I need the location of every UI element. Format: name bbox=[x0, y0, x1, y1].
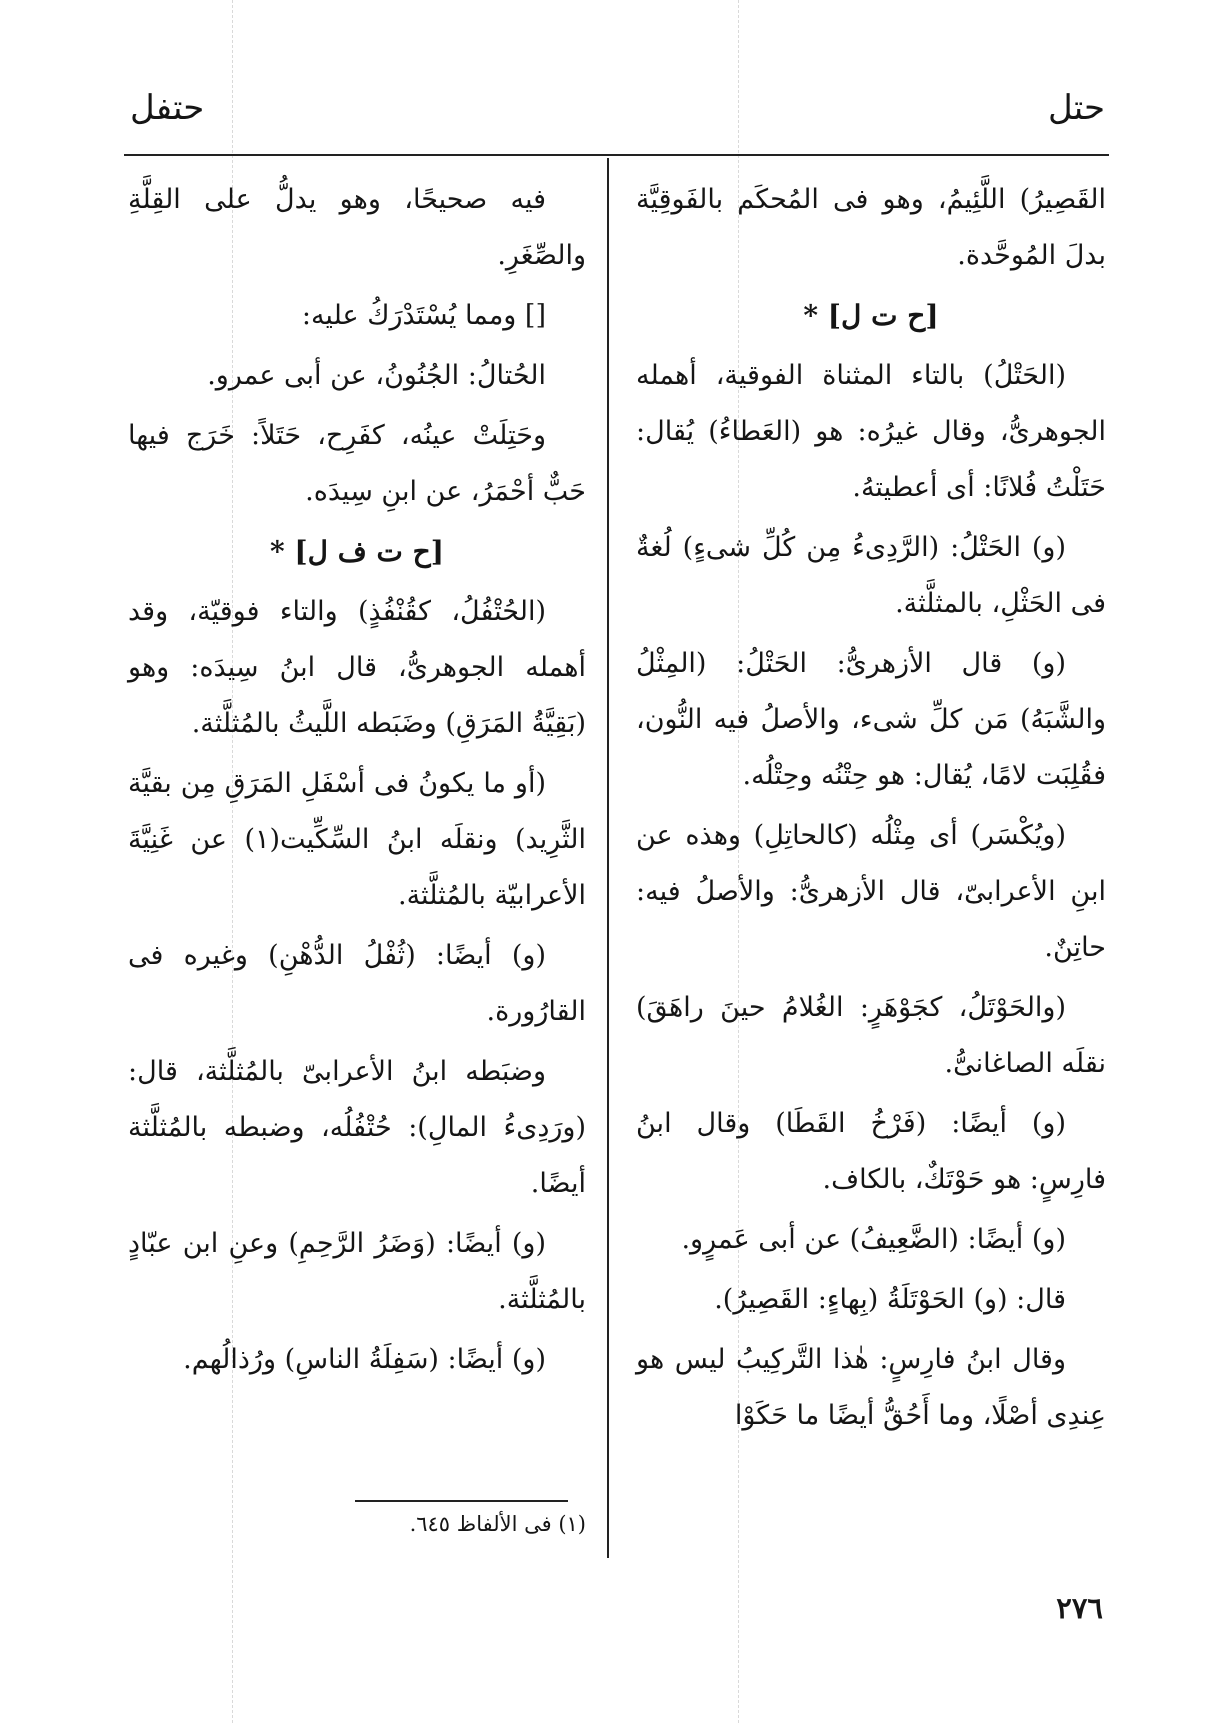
entry-paragraph: وحَتِلَتْ عينُه، كفَرِح، حَتَلاً: خَرَج فيها حَبٌّ أحْمَرُ، عن ابنِ سِيدَه. bbox=[128, 420, 586, 507]
running-header-left: حتفل bbox=[130, 88, 205, 128]
entry-paragraph: (أو ما يكونُ فى أسْفَلِ المَرَقِ مِن بقيَّة الثَّرِيد) ونقلَه ابنُ السِّكِّيت(١) عن غَنِيَّةَ الأعرابيّة بالمُثلَّثة. bbox=[128, 768, 586, 911]
entry-paragraph: (و) أيضًا: (وَضَرُ الرَّحِمِ) وعنِ ابن عبّادٍ بالمُثلَّثة. bbox=[128, 1228, 586, 1315]
page-number: ٢٧٦ bbox=[1056, 1591, 1103, 1625]
entry-paragraph: وقال ابنُ فارِسٍ: هٰذا التَّركِيبُ ليس هو عِندِى أصْلًا، وما أَحُقُّ أيضًا ما حَكَوْا bbox=[636, 1344, 1106, 1431]
entry-paragraph: (و) أيضًا: (فَرْخُ القَطَا) وقال ابنُ فارِسٍ: هو حَوْتَكٌ، بالكاف. bbox=[636, 1108, 1106, 1195]
entry-paragraph: القَصِيرُ) اللَّئِيمُ، وهو فى المُحكَم بالفَوقِيَّة بدلَ المُوحَّدة. bbox=[636, 184, 1106, 271]
entry-paragraph: [] ومما يُسْتَدْرَكُ عليه: bbox=[301, 300, 546, 331]
entry-paragraph: (الحَتْلُ) بالتاء المثناة الفوقية، أهمله الجوهرىُّ، وقال غيرُه: هو (العَطاءُ) يُقال: حَتَلْتُ فُلانًا: أى أعطيتهُ. bbox=[636, 360, 1106, 503]
right-column bbox=[636, 172, 1106, 1448]
entry-paragraph: وضبَطه ابنُ الأعرابىّ بالمُثلَّثة، قال: (ورَدِىءُ المالِ): حُتْفُلُه، وضبطه بالمُثلَّثة أيضًا. bbox=[128, 1056, 586, 1199]
entry-paragraph: (و) أيضًا: (ثُفْلُ الدُّهْنِ) وغيره فى القارُورة. bbox=[128, 940, 586, 1027]
entry-paragraph: فيه صحيحًا، وهو يدلُّ على القِلَّةِ والصِّغَرِ. bbox=[128, 184, 586, 271]
entry-paragraph: (و) الحَتْلُ: (الرَّدِىءُ مِن كُلِّ شىءٍ) لُغةٌ فى الحَثْلِ، بالمثلَّثة. bbox=[636, 532, 1106, 619]
entry-paragraph: الحُتالُ: الجُنُونُ، عن أبى عمرو. bbox=[207, 360, 546, 391]
entry-paragraph: (و) أيضًا: (سَفِلَةُ الناسِ) ورُذالُهم. bbox=[183, 1344, 546, 1375]
entry-paragraph: (و) قال الأزهرىُّ: الحَتْلُ: (المِثْلُ والشَّبَهُ) مَن كلِّ شىء، والأصلُ فيه النُّون، فقُلِبَت لامًا، يُقال: هو حِتْنُه وحِتْلُه. bbox=[636, 648, 1106, 791]
footnote-rule bbox=[355, 1500, 568, 1502]
entry-paragraph: (و) أيضًا: (الضَّعِيفُ) عن أبى عَمرٍو. bbox=[681, 1224, 1066, 1255]
column-divider bbox=[607, 158, 609, 1558]
entry-paragraph: قال: (و) الحَوْتَلَةُ (بِهاءٍ: القَصِيرُ). bbox=[714, 1284, 1066, 1315]
root-heading: [ح ت ف ل] * bbox=[270, 535, 444, 568]
running-header-right: حتل bbox=[1047, 88, 1105, 128]
footnote: (١) فى الألفاظ ٦٤٥. bbox=[409, 1512, 586, 1536]
entry-paragraph: (والحَوْتَلُ، كجَوْهَرٍ: الغُلامُ حينَ راهَقَ) نقلَه الصاغانىُّ. bbox=[636, 992, 1106, 1079]
root-heading: [ح ت ل] * bbox=[803, 299, 939, 332]
header-rule bbox=[124, 154, 1109, 156]
entry-paragraph: (الحُتْفُلُ، كقُنْفُذٍ) والتاء فوقيّة، وقد أهمله الجوهرىُّ، قال ابنُ سِيدَه: وهو (بَقِيَّةُ المَرَقِ) وضَبَطه اللَّيثُ بالمُثلَّثة. bbox=[128, 596, 586, 739]
entry-paragraph: (ويُكْسَر) أى مِثْلُه (كالحاتِلِ) وهذه عن ابنِ الأعرابىّ، قال الأزهرىُّ: والأصلُ فيه: حاتِنٌ. bbox=[636, 820, 1106, 963]
left-column bbox=[128, 172, 586, 1392]
